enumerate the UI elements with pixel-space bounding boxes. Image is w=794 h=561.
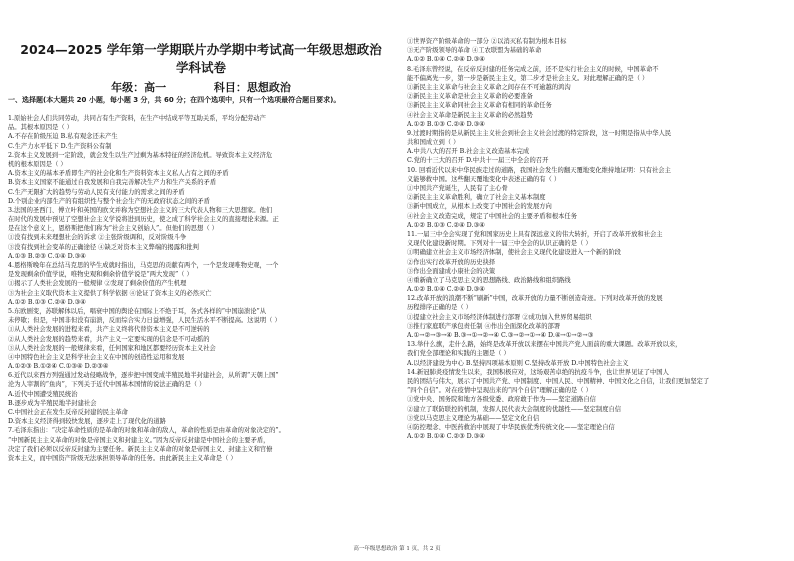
exam-title-line2: 学科试卷 (175, 60, 226, 75)
text-line: A.①② B.①③ C.②④ D.③④ (407, 221, 485, 229)
text-line: A.近代中国遭受殖民统治 (8, 390, 78, 398)
text-line: A.中共八大的召开 B.社会主义改造基本完成 (407, 148, 530, 156)
text-line: B.逐步成为半殖民地半封建社会 (8, 399, 97, 407)
text-line: 3.法国的圣西门、傅立叶和英国的欧文并称为空想社会主义的三大代表人物和三大思想家。他们 (8, 206, 273, 214)
text-line: 8.毛泽东曾经说，在反帝反封建的任务完成之前，还不是实行社会主义的时候，中国革命不 (407, 65, 659, 73)
text-line: ④社会主义革命是新民主主义革命的必然趋势 (407, 111, 533, 119)
text-line: ③没有找到社会变革的正确途径 ④缺乏对资本主义弊端的揭露和批判 (8, 243, 199, 251)
text-line: A.资本主义的基本矛盾即生产的社会化和生产资料资本主义私人占有之间的矛盾 (8, 170, 229, 178)
subject-label: 科目：思想政治 (213, 81, 291, 94)
left-column (8, 114, 394, 463)
text-line: 沦为人宰割的“鱼肉”，下列关于近代中国基本国情的说法正确的是（ ） (8, 381, 206, 389)
text-line: B.资本主义国家不能通过自我发展和自我完善解决生产力和生产关系的矛盾 (8, 179, 217, 187)
text-line: ①中国共产党诞生，人民有了主心骨 (407, 185, 508, 192)
text-line: C.中国社会正在发生反帝反封建的民主革命 (8, 409, 128, 416)
text-line: ①提建立社会主义市场经济体制进行部署 ②成功加入世界贸易组织 (407, 313, 592, 321)
text-line: ②作出实行改革开放的历史抉择 (407, 258, 496, 266)
text-line: ④中国特色社会主义是科学社会主义在中国的创造性运用和发展 (8, 353, 185, 361)
text-line: D.个别企业内部生产的有组织性与整个社会生产的无政府状态之间的矛盾 (8, 197, 211, 205)
text-line: 品。其根本原因是（ ） (8, 124, 73, 132)
text-line: 5.东欧剧变，苏联解体以后，唱衰中国的舆论在国际上不绝于耳，各式各样的“中国崩溃论”从 (8, 307, 267, 315)
text-line: A.①→②→③→④ B.③→①→②→④ C.③→②→①→④ D.④→①→②→③ (407, 332, 594, 339)
text-line: 资本主义，而中国资产阶级无法承担领导革命的任务。由此新民主主义革命是（ ） (8, 454, 237, 462)
text-line: A.以经济建设为中心 B.坚持四项基本原则 C.坚持改革开放 D.中国特色社会主义 (407, 359, 629, 367)
text-line: ②新民主主义革命是社会主义革命的必要准备 (407, 93, 533, 101)
text-line: 11.一届三中全会实现了党和国家历史上具有深远意义的伟大转折，开启了改革开放和社会主 (407, 230, 663, 238)
text-line: ③新民主主义革命同社会主义革命有相同的革命任务 (407, 102, 552, 110)
grade-subject-line (8, 79, 394, 95)
text-line: ①党中央、国务院和地方各级党委、政府敢于作为——坚定道路自信 (407, 396, 596, 404)
text-line: ④重新确立了马克思主义的思想路线、政治路线和组织路线 (407, 276, 571, 284)
text-line: “四个自信”。对在疫情中呈现出来的“四个自信”理解正确的是（ ） (407, 387, 592, 395)
text-line: A.①②③ B.①②④ C.①③④ D.②③④ (8, 363, 109, 371)
text-line: 义能够救中国。这些翻天覆地变化中表述正确的有（ ） (407, 175, 561, 183)
text-line: 决定了我们必须以反帝反封建为主要任务。新民主主义革命的对象是帝国主义、封建主义和官僚 (8, 445, 273, 453)
text-line: 是在这个意义上，恩格斯把他们称为“社会主义创始人”。但他们的思想（ ） (8, 225, 218, 233)
text-line: ③新中国成立，从根本上改变了中国社会的发展方向 (407, 203, 552, 211)
text-line: ①揭示了人类社会发展的一般规律 ②发现了剩余价值的产生机理 (8, 280, 187, 288)
text-line: 9.过渡时期指的是从新民主主义社会到社会主义社会过渡的特定阶段，这一时期是指从中华人民 (407, 129, 672, 137)
text-line: ①明确建立社会主义市场经济体制，使社会主义现代化建设进入一个新的阶段 (407, 249, 622, 257)
text-line: 共和国成立到（ ） (407, 139, 460, 147)
text-line: A.不存在阶级压迫 B.私有观念还未产生 (8, 133, 118, 141)
text-line: ③推行家庭联产承包责任制 ④作出全面深化改革的部署 (407, 322, 561, 330)
text-line: 10. 回看近代以来中华民族走过的道路，我国社会发生的翻天覆地变化维持地证明：只有社会主 (407, 166, 671, 174)
text-line: C.生产力水平低下 D.生产资料公有制 (8, 142, 112, 150)
text-line: ③作出全面建成小康社会的决策 (407, 267, 496, 275)
text-line: 能不偏离先一步，第一步是新民主主义，第二步才是社会主义。对此理解正确的是（ ） (407, 74, 649, 82)
text-line: A.①② B.①④ C.②③ D.③④ (407, 433, 485, 441)
section-instructions: 一、选择题(本大题共 20 小题，每小题 3 分，共 60 分；在四个选项中，只有一个选项最符合题目要求)。 (8, 96, 341, 104)
text-line: 历程排序正确的是（ ） (407, 304, 472, 312)
text-line: 13.举什么旗，走什么路，始终是改革开放以来摆在中国共产党人面前的重大课题。改革开放以来， (407, 341, 682, 349)
text-line: A.①② B.①③ C.②④ D.③④ (407, 120, 485, 128)
page-footer: 高一年级思想政治 第 1 页，共 2 页 (353, 546, 441, 552)
text-line: ②从人类社会发展的趋势来看，共产主义一定要实现的信念是不可动摇的 (8, 335, 210, 343)
text-line: ①从人类社会发展的进程来看，共产主义终将代替资本主义是不可逆转的 (8, 326, 210, 334)
text-line: 是发现剩余价值学说，唯物史观和剩余价值学说是“两大发现”（ ） (8, 271, 193, 279)
text-line: ②新民主主义革命胜利，确立了社会主义基本制度 (407, 194, 546, 202)
text-line: A.①② B.①③ C.②④ D.③④ (8, 298, 86, 306)
text-line: 未停歇；但是，中国非但没有崩溃，反而综合实力日益增强，人民生活水平不断提高。这说明（ ） (8, 317, 281, 325)
text-line: C.党的十三大的召开 D.中共十一届三中全会的召开 (407, 157, 549, 165)
text-line: 4.恩格斯晚年在总结马克思的毕生成就时指出，马克思的贡献有两个，一个是发现唯物史观，一个 (8, 262, 279, 269)
text-line: ④防控理念、中医药救治中展现了中华民族优秀传统文化——坚定理论自信 (407, 423, 615, 431)
text-line: ①世界资产阶级革命的一部分 ②以消灭私有制为根本目标 (407, 38, 567, 45)
text-line: ①新民主主义革命与社会主义革命之间存在不可逾越的鸿沟 (407, 83, 571, 91)
text-line: 7.毛泽东指出：“决定革命性质的是革命的对象和革命的敌人，革命的性质是由革命的对象决定的”。 (8, 427, 285, 435)
text-line: 在时代的发展中预见了空想社会主义学说将进到历史，使之成了科学社会主义的直接理论来源。正 (8, 216, 279, 224)
text-line: ③为社会主义取代资本主义提供了科学依据 ④论证了资本主义的必然灭亡 (8, 289, 212, 297)
text-line: A.①② B.①④ C.②④ D.③④ (407, 56, 485, 64)
text-line: 1.原始社会人们共同劳动，共同占有生产资料，在生产中结成平等互助关系，平均分配劳动产 (8, 115, 266, 122)
exam-title-line1: 2024—2025 学年第一学期联片办学期中考试高一年级思想政治 (20, 42, 382, 57)
text-line: 我们党全部理论和实践的主题是（ ） (407, 350, 510, 358)
text-line: 2.资本主义发展到一定阶段，就会发生以生产过剩为基本特征的经济危机。导致资本主义经济危 (8, 151, 273, 159)
text-line: ③无产阶级领导的革命 ④工农联盟为基础的革命 (407, 47, 542, 55)
text-line: 14.新冠肺炎疫情发生以来，我国积极应对，这场艰苦卓绝的抗疫斗争，也让世界见证了中国人 (407, 368, 669, 376)
text-line: 民的团结与伟大，展示了中国共产党、中国制度、中国人民、中国精神、中国文化之自信，让我们更加坚定了 (407, 377, 710, 385)
text-line: ③从人类社会发展的一般规律来看，任何国家和地区都要经历资本主义社会 (8, 344, 216, 352)
right-column (407, 37, 787, 441)
text-line: 12.改革开放的浪潮不断“刷新”中国，改革开放的力量不断创造奇迹。下列对改革开放的发展 (407, 295, 663, 303)
text-line: ④社会主义改造完成，规定了中国社会的主要矛盾和根本任务 (407, 212, 578, 220)
text-line: “中国新民主主义革命的对象是帝国主义和封建主义。”因为反帝反封建是中国社会的主要矛盾， (8, 436, 270, 444)
text-line: C.生产无限扩大的趋势与劳动人民有支付能力的需求之间的矛盾 (8, 188, 185, 196)
text-line: A.①② B.①④ C.②④ D.③④ (407, 286, 485, 294)
text-line: ②建立了联防联控的机制，发挥人民代表大会制度的优越性——坚定制度自信 (407, 405, 622, 413)
text-line: ③党以马克思主义理论为基础——坚定文化自信 (407, 414, 540, 422)
text-line: A.①③ B.②③ C.①④ D.③④ (8, 252, 86, 260)
text-line: D.资本主义经济得到较快发展，逐步走上了现代化的道路 (8, 418, 166, 426)
text-line: ①没有找到未来理想社会的诉求 ②主张阶级调和，反对阶级斗争 (8, 234, 187, 242)
text-line: 义现代化建设新时期。下列对十一届三中全会的认识正确的是（ ） (407, 240, 592, 248)
text-line: 6.近代以来西方列强通过发动侵略战争，逐步把中国变成半殖民地半封建社会，从所谓“天朝上国” (8, 372, 279, 380)
grade-label: 年级：高一 (111, 81, 167, 94)
text-line: 机的根本原因是（ ） (8, 160, 67, 168)
